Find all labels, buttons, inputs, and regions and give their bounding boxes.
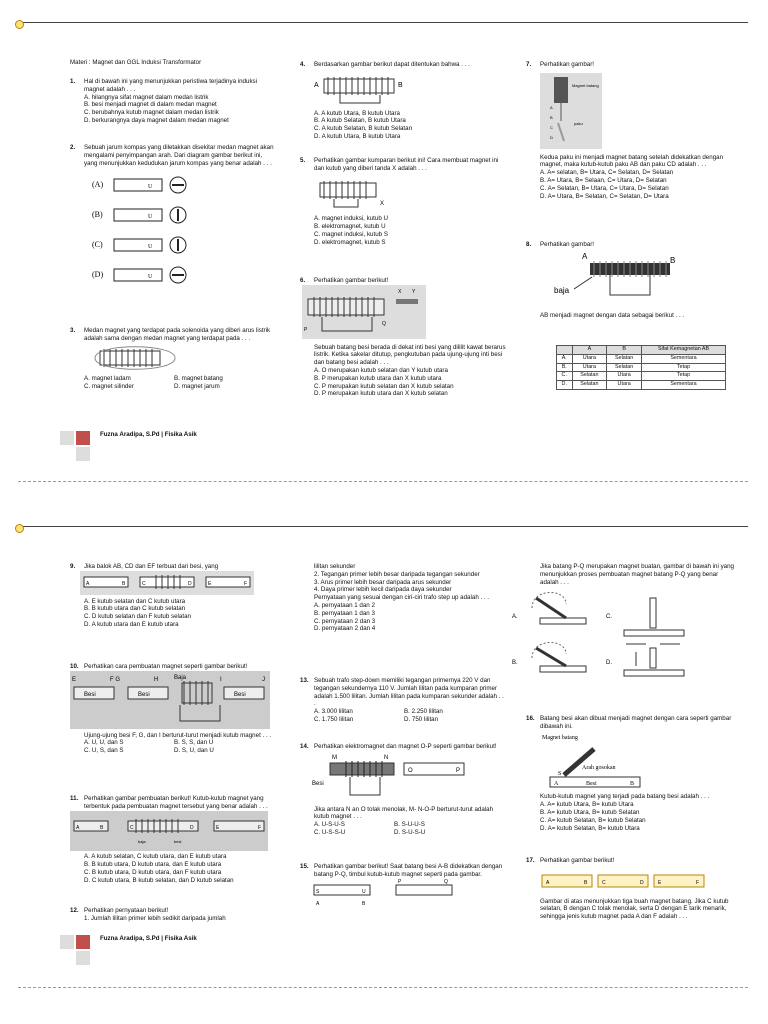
option: B. 2.250 lilitan	[404, 708, 443, 716]
question-4	[300, 61, 506, 141]
svg-text:D.: D.	[606, 660, 612, 667]
option: C. magnet induksi, kutub S	[314, 230, 388, 238]
question-number: 7.	[526, 61, 532, 68]
svg-text:F: F	[244, 580, 248, 587]
svg-text:M: M	[332, 754, 337, 761]
question-number: 10.	[70, 663, 79, 670]
svg-text:P: P	[304, 326, 308, 333]
question-9	[70, 563, 276, 629]
question-number: 5.	[300, 157, 306, 164]
question-text: Sebuah jarum kompas yang diletakkan disekitar medan magnet akan mengalami penyimpangan arah. Dari diagram gambar berikut ini, yang menunjukkan kedudukan jarum kompas yang benar adalah . . .	[84, 144, 274, 167]
page-1	[18, 22, 748, 482]
svg-text:J: J	[262, 676, 265, 683]
option: A. 3.000 lilitan	[314, 708, 353, 716]
svg-text:F G: F G	[110, 676, 120, 683]
question-number: 2.	[70, 144, 76, 151]
option: A. U, U, dan S	[84, 739, 124, 747]
question-number: 15.	[300, 863, 309, 870]
option: B. pernyataan 1 dan 3	[314, 609, 375, 617]
svg-text:(C): (C)	[92, 240, 103, 250]
svg-text:E: E	[658, 879, 662, 886]
option: A. A= selatan, B= Utara, C= Selatan, D= Selatan	[540, 169, 674, 177]
option: A. hilangnya sifat magnet dalam medan listrik	[84, 93, 209, 101]
svg-text:Magnet batang: Magnet batang	[542, 734, 578, 741]
option: D. elektromagnet, kutub S	[314, 238, 386, 246]
option: B. magnet batang	[174, 375, 223, 383]
compass-diagram	[92, 171, 212, 289]
svg-text:Q: Q	[382, 320, 386, 327]
svg-text:Besi: Besi	[312, 780, 324, 787]
pin-icon	[15, 20, 24, 29]
question-number: 14.	[300, 743, 309, 750]
question-text: Jika batang P-Q merupakan magnet buatan, gambar di bawah ini yang menunjukkan proses pembuatan magnet batang P-Q yang benar adalah . . .	[540, 563, 734, 586]
question-text: Perhatikan gambar!	[540, 61, 594, 68]
decor-box	[60, 431, 74, 445]
option: B. S, S, dan U	[174, 739, 214, 747]
question-text: Jika balok AB, CD dan EF terbuat dari besi, yang	[84, 563, 219, 570]
question-number: 13.	[300, 677, 309, 684]
svg-text:Q: Q	[444, 878, 448, 885]
question-text: Sebuah trafo step-down memiliki tegangan primernya 220 V dan tegangan sekundernya 110 V. Jumlah lilitan pada kumparan primer adalah 1.500 lilitan. Jumlah lilitan pada kumparan sekunder adalah . . .	[314, 677, 504, 708]
svg-text:Y: Y	[412, 288, 416, 295]
table-row: C. Selatan Utara Tetap	[557, 372, 726, 381]
magnet-making-diagram	[70, 671, 270, 729]
option: D. magnet jarum	[174, 383, 220, 391]
option: B. besi menjadi magnet di dalam medan magnet	[84, 101, 217, 109]
question-2	[70, 144, 276, 292]
svg-text:D: D	[188, 580, 192, 587]
option: C. berubahnya kutub magnet dalam medan listrik	[84, 109, 219, 117]
bars-ab-pq-diagram	[310, 879, 460, 909]
question-number: 9.	[70, 563, 76, 570]
option: D. pernyataan 2 dan 4	[314, 625, 376, 633]
option: D. A kutub Utara, B kutub Utara	[314, 132, 401, 140]
option: A. A kutub selatan, C kutub utara, dan E kutub utara	[84, 853, 227, 861]
svg-text:B: B	[398, 81, 403, 89]
decor-box	[76, 447, 90, 461]
question-number: 4.	[300, 61, 306, 68]
question-text: Perhatikan gambar!	[540, 241, 594, 248]
option: C. D kutub selatan dan F kutub selatan	[84, 613, 191, 621]
option: D. C kutub utara, B kutub selatan, dan D kutub selatan	[84, 876, 234, 884]
svg-text:U: U	[148, 214, 153, 221]
svg-text:E: E	[208, 580, 212, 587]
question-text: Perhatikan gambar berikut!	[540, 857, 615, 864]
question-11	[70, 795, 276, 885]
question-text: Jika antara N an O tolak menolak, M- N-O-P berturut-turut adalah kutub magnet . . .	[314, 805, 494, 821]
table-row: D. Selatan Utara Sementara	[557, 381, 726, 390]
svg-text:Besi: Besi	[234, 691, 246, 698]
svg-text:A: A	[314, 81, 319, 89]
coil-diagram	[310, 71, 410, 107]
three-magnets-diagram	[540, 871, 710, 891]
svg-text:Arah gosokan: Arah gosokan	[582, 764, 616, 771]
question-text: Medan magnet yang terdapat pada solenoida yang diberi arus listrik adalah sama dengan medan magnet yang terdapat pada . . .	[84, 327, 271, 342]
svg-text:Besi: Besi	[138, 691, 150, 698]
svg-text:Besi: Besi	[586, 780, 597, 787]
svg-text:B: B	[362, 900, 366, 907]
svg-text:B: B	[630, 780, 635, 787]
option: B. S-U-U-S	[394, 821, 425, 829]
option: D. S-U-S-U	[394, 828, 426, 836]
svg-text:U: U	[148, 244, 153, 251]
option: A. A= kutub Utara, B= kutub Utara	[540, 801, 634, 809]
svg-text:X: X	[398, 288, 402, 295]
decor-box	[76, 431, 90, 445]
svg-text:Baja: Baja	[174, 674, 187, 681]
option: D. A= Utara, B= Selatan, C= Selatan, D= Utara	[540, 192, 669, 200]
question-8	[526, 241, 736, 319]
page-2	[18, 526, 748, 988]
question-6	[300, 277, 506, 398]
option: C. pernyataan 2 dan 3	[314, 617, 376, 625]
option: A. U-S-U-S	[314, 821, 345, 829]
question-12	[70, 907, 276, 923]
option: A. magnet induksi, kutub U	[314, 215, 388, 223]
svg-text:U: U	[148, 184, 153, 191]
svg-text:B: B	[122, 580, 126, 587]
svg-text:A: A	[316, 900, 320, 907]
option: D. 750 lilitan	[404, 715, 439, 723]
coil-x-diagram	[314, 173, 394, 213]
question-15	[300, 863, 506, 911]
option: D. P merupakan kutub utara dan X kutub selatan	[314, 390, 448, 398]
decor-box	[76, 951, 90, 965]
svg-text:A: A	[546, 879, 550, 886]
nails-magnet-photo	[540, 73, 602, 149]
question-text: Kutub-kutub magnet yang terjadi pada batang besi adalah . . .	[540, 793, 710, 801]
question-16	[526, 715, 736, 832]
svg-text:B: B	[550, 114, 553, 120]
option: A. O merupakan kutub selatan dan Y kutub utara	[314, 366, 448, 374]
question-1	[70, 78, 276, 125]
question-text: Perhatikan gambar berikut! Saat batang besi A-B didekatkan dengan batang P-Q, timbul kutub-kutub magnet seperti pada gambar.	[314, 863, 503, 878]
footer: Fuzna Aradipa, S.Pd | Fisika Asik	[100, 935, 197, 942]
question-text: Kedua paku ini menjadi magnet batang setelah didekatkan dengan magnet, maka kutub-kutub paku AB dan paku CD adalah . . .	[540, 153, 724, 169]
option: B. P merupakan kutub utara dan X kutub utara	[314, 374, 442, 382]
svg-text:A: A	[76, 824, 80, 831]
option: C. 1.750 lilitan	[314, 715, 354, 723]
svg-text:E: E	[72, 676, 77, 683]
svg-text:(D): (D)	[92, 270, 104, 280]
text-line: 4. Daya primer lebih kecil daripada daya sekunder	[314, 586, 452, 594]
switch-coil-diagram	[302, 285, 426, 339]
question-text: Perhatikan pernyataan berikut!	[84, 907, 169, 914]
svg-text:D: D	[550, 134, 553, 140]
label-a: (A)	[92, 180, 104, 190]
option: C. U, S, dan S	[84, 747, 124, 755]
svg-text:A: A	[550, 104, 553, 110]
question-text: AB menjadi magnet dengan data sebagai berikut . . .	[540, 311, 685, 319]
option: D. S, U, dan U	[174, 747, 214, 755]
svg-text:C: C	[130, 824, 134, 831]
option: B. B kutub utara, D kutub utara, dan E kutub utara	[84, 861, 222, 869]
question-text: Gambar di atas menunjukkan tiga buah magnet batang. Jika C kutub selatan, B dengan C tolak menolak, serta D dengan E tarik menarik, sehingga jenis kutub magnet pada A dan F adalah . . .	[540, 897, 729, 921]
svg-text:O: O	[408, 767, 413, 774]
question-14	[300, 743, 506, 837]
solenoid-icon	[90, 343, 180, 373]
text-line: Pernyataan yang sesuai dengan ciri-ciri trafo step up adalah . . .	[314, 594, 490, 602]
svg-text:Besi: Besi	[84, 691, 96, 698]
answer-table: A B Sifat Kemagnetan AB A. Utara Selatan Sementara B. Utara Selatan Tetap C. Selatan Utara Tetap D. Selatan Utara Sementara	[556, 345, 726, 390]
svg-text:P: P	[398, 878, 402, 885]
svg-text:P: P	[456, 767, 461, 774]
decor-box	[76, 935, 90, 949]
question-number: 6.	[300, 277, 306, 284]
svg-text:S: S	[316, 888, 320, 895]
svg-text:U: U	[362, 888, 366, 895]
svg-text:I: I	[220, 676, 222, 683]
question-5	[300, 157, 506, 247]
svg-text:C: C	[602, 879, 606, 886]
svg-text:B.: B.	[512, 660, 518, 667]
question-number: 12.	[70, 907, 79, 914]
question-text: Ujung-ujung besi F, G, dan I berturut-turut menjadi kutub magnet . . .	[84, 731, 272, 739]
question-17	[526, 857, 736, 921]
question-number: 8.	[526, 241, 532, 248]
option: B. B kutub utara dan C kutub selatan	[84, 605, 186, 613]
option: B. A= Utara, B= Selaan, C= Utara, D= Selatan	[540, 176, 667, 184]
option: D. A kutub utara dan E kutub utara	[84, 620, 179, 628]
question-3	[70, 327, 276, 391]
text-line: 3. Arus primer lebih besar daripada arus sekunder	[314, 578, 452, 586]
electromagnet-diagram	[310, 751, 470, 803]
option: A. magnet ladam	[84, 375, 131, 383]
steel-coil-diagram	[540, 249, 690, 309]
svg-text:S: S	[558, 770, 562, 777]
question-number: 11.	[70, 795, 79, 802]
question-12-continued	[300, 563, 506, 633]
svg-text:F: F	[258, 824, 262, 831]
question-text: Perhatikan gambar pembuatan berikut! Kutub-kutub magnet yang terbentuk pada pembuatan magnet tersebut yang benar adalah . . .	[84, 795, 268, 810]
option: B. A kutub Selatan, B kutub Utara	[314, 117, 406, 125]
option: A. pernyataan 1 dan 2	[314, 601, 375, 609]
option: C. A= kutub Selatan, B= kutub Selatan	[540, 816, 646, 824]
question-13	[300, 677, 506, 724]
option: B. elektromagnet, kutub U	[314, 223, 386, 231]
option: C. P merupakan kutub selatan dan X kutub selatan	[314, 382, 454, 390]
svg-text:baja: baja	[554, 285, 570, 295]
svg-text:(B): (B)	[92, 210, 103, 220]
svg-text:F: F	[696, 879, 700, 886]
table-row: B. Utara Selatan Tetap	[557, 363, 726, 372]
option: A. A kutub Utara, B kutub Utara	[314, 109, 400, 117]
svg-text:E: E	[216, 824, 220, 831]
question-text: Perhatikan elektromagnet dan magnet O-P seperti gambar berikut!	[314, 743, 497, 750]
svg-text:H: H	[154, 676, 159, 683]
svg-text:A.: A.	[512, 614, 518, 621]
question-number: 1.	[70, 78, 76, 85]
svg-text:D: D	[640, 879, 644, 886]
question-7	[526, 61, 736, 200]
option: D. A= kutub Selatan, B= kutub Utara	[540, 824, 640, 832]
question-number: 3.	[70, 327, 76, 334]
option: C. U-S-S-U	[314, 828, 346, 836]
option: C. B kutub utara, D kutub utara, dan F kutub utara	[84, 868, 222, 876]
option: C. A kutub Selatan, B kutub Selatan	[314, 125, 413, 133]
question-text: Berdasarkan gambar berikut dapat ditentukan bahwa . . .	[314, 61, 470, 68]
svg-text:A: A	[86, 580, 90, 587]
footer: Fuzna Aradipa, S.Pd | Fisika Asik	[100, 431, 197, 438]
svg-text:C.: C.	[606, 614, 612, 621]
question-text: Perhatikan gambar berikut!	[314, 277, 389, 284]
text-line: 2. Tegangan primer lebih besar daripada tegangan sekunder	[314, 570, 480, 578]
coil-bars-diagram	[70, 811, 268, 851]
svg-text:paku: paku	[574, 120, 583, 126]
question-text: Perhatikan cara pembuatan magnet seperti gambar berikut!	[84, 663, 248, 670]
question-15-continued	[512, 563, 736, 691]
svg-text:Magnet batang: Magnet batang	[572, 82, 599, 88]
svg-text:X: X	[380, 200, 385, 207]
option: C. magnet silinder	[84, 383, 134, 391]
svg-text:C: C	[142, 580, 146, 587]
iron-bars-diagram	[80, 571, 254, 595]
svg-text:A: A	[554, 780, 559, 787]
question-number: 17.	[526, 857, 535, 864]
svg-text:D: D	[190, 824, 194, 831]
materi-title: Materi : Magnet dan GGL Induksi Transformator	[70, 59, 202, 66]
text-line: lilitan sekunder	[314, 563, 356, 570]
option: A. E kutub selatan dan C kutub utara	[84, 597, 186, 605]
svg-text:C: C	[550, 124, 553, 130]
svg-text:B: B	[670, 255, 676, 265]
svg-text:B: B	[584, 879, 588, 886]
option: C. A= Selatan, B= Utara, C= Utara, D= Selatan	[540, 184, 669, 192]
svg-text:B: B	[100, 824, 104, 831]
rubbing-methods-diagram	[512, 588, 736, 688]
svg-text:besi: besi	[174, 838, 182, 844]
question-text: Sebuah batang besi berada di dekat inti besi yang dililit kawat berarus listrik. Ketika sakelar ditutup, pengkutuban pada ujung-ujung inti besi dan batang besi adalah . . .	[314, 343, 506, 367]
option: B. A= kutub Utara, B= kutub Selatan	[540, 808, 640, 816]
table-row: A. Utara Selatan Sementara	[557, 354, 726, 363]
pin-icon	[15, 524, 24, 533]
question-text: Perhatikan gambar kumparan berikut ini! Cara membuat magnet ini dan kutub yang diberi tanda X adalah . . .	[314, 157, 499, 172]
option: D. berkurangnya daya magnet dalam medan magnet	[84, 116, 229, 124]
svg-text:U: U	[148, 274, 153, 281]
question-number: 16.	[526, 715, 535, 722]
svg-text:baja: baja	[138, 838, 146, 844]
question-text: Hal di bawah ini yang menunjukkan peristiwa terjadinya induksi magnet adalah . . .	[84, 78, 258, 93]
svg-text:N: N	[384, 754, 389, 761]
question-text: 1. Jumlah lilitan primer lebih sedikit daripada jumlah	[84, 914, 226, 922]
rubbing-bar-diagram	[540, 731, 660, 791]
question-text: Batang besi akan dibuat menjadi magnet dengan cara seperti gambar dibawah ini.	[540, 715, 732, 730]
decor-box	[60, 935, 74, 949]
question-10	[70, 663, 276, 755]
svg-text:A: A	[582, 251, 588, 261]
